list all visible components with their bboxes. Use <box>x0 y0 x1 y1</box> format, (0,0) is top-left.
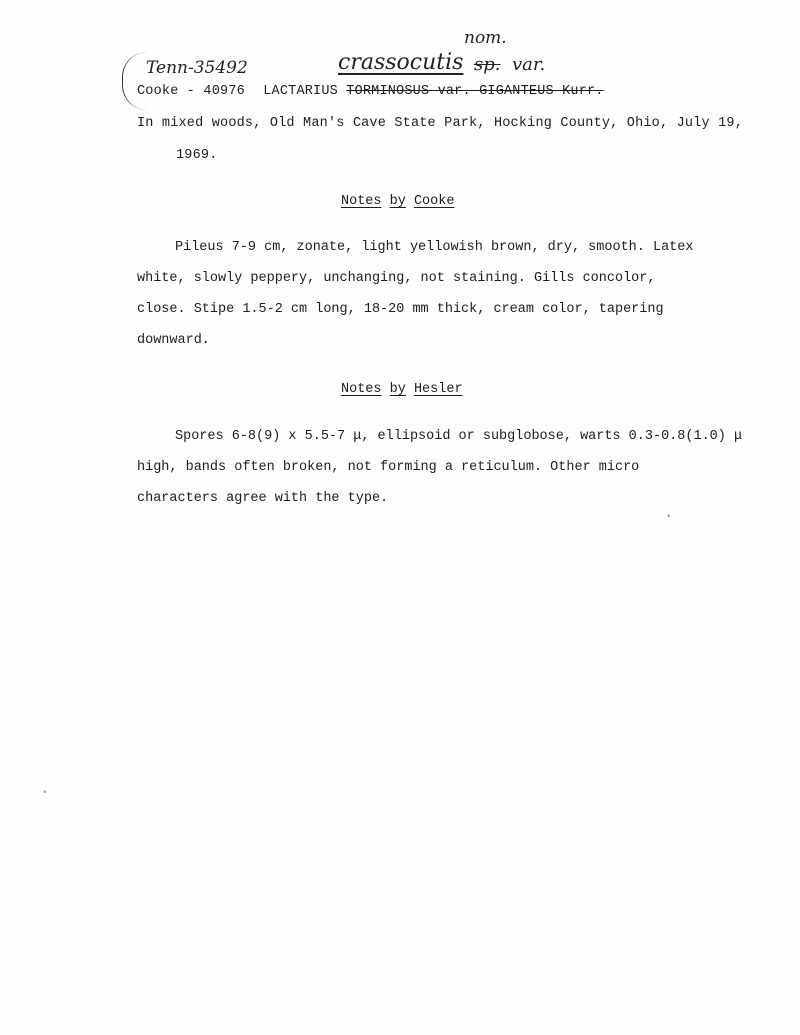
cooke-notes-heading: Notes by Cooke <box>341 194 455 209</box>
annotation-nom: nom. <box>464 28 507 48</box>
annotation-struck: sp. <box>474 54 501 75</box>
hesler-line: characters agree with the type. <box>137 491 389 506</box>
hesler-line: Spores 6-8(9) x 5.5-7 μ, ellipsoid or subglobose, warts 0.3-0.8(1.0) μ <box>175 429 743 444</box>
stray-mark: • <box>666 512 672 522</box>
handwritten-bracket <box>122 52 147 110</box>
hesler-line: high, bands often broken, not forming a reticulum. Other micro <box>137 460 640 475</box>
genus: LACTARIUS <box>263 84 338 99</box>
collection-number: Cooke - 40976 <box>137 84 245 99</box>
cooke-line: downward. <box>137 333 210 348</box>
collection-line-1: In mixed woods, Old Man's Cave State Park, Hocking County, Ohio, July 19, <box>137 116 743 131</box>
cooke-line: close. Stipe 1.5-2 cm long, 18-20 mm thick, cream color, tapering <box>137 302 664 317</box>
hesler-notes-heading: Notes by Hesler <box>341 382 463 397</box>
cooke-line: white, slowly peppery, unchanging, not staining. Gills concolor, <box>137 271 656 286</box>
cooke-notes-paragraph <box>137 240 737 364</box>
herbarium-number: Tenn-35492 <box>146 58 248 78</box>
annotation-status: var. <box>512 54 546 75</box>
cooke-line: Pileus 7-9 cm, zonate, light yellowish brown, dry, smooth. Latex <box>175 240 694 255</box>
stray-mark: • <box>42 788 48 798</box>
struck-epithet: TORMINOSUS var. GIGANTEUS Kurr. <box>346 84 604 99</box>
annotation-epithet: crassocutis <box>338 50 464 75</box>
collection-line-2: 1969. <box>176 148 218 163</box>
hesler-notes-paragraph <box>137 429 743 522</box>
title-line <box>137 84 604 99</box>
